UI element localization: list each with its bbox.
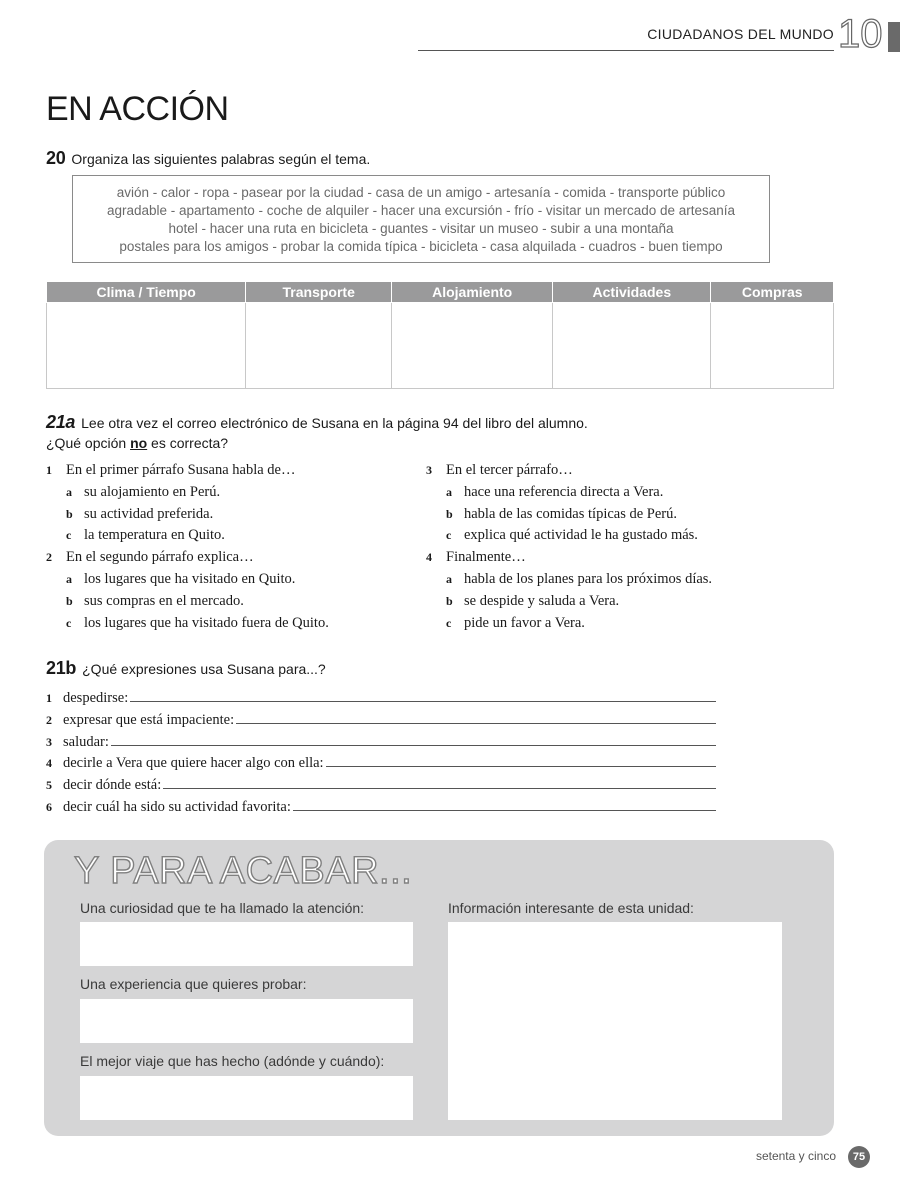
option-letter: b <box>446 506 453 521</box>
page-number-badge: 75 <box>848 1146 870 1168</box>
ex20-heading <box>46 148 370 169</box>
item-number: 5 <box>46 778 52 793</box>
word-box <box>72 175 770 263</box>
option-2a[interactable] <box>46 569 426 591</box>
ex21a-number: 21a <box>46 412 76 432</box>
interesting-info-answer-box[interactable] <box>448 922 782 1120</box>
option-letter: a <box>66 571 72 586</box>
column-header-clima: Clima / Tiempo <box>47 282 246 302</box>
column-header-transporte: Transporte <box>246 282 392 302</box>
interesting-info-label: Información interesante de esta unidad: <box>448 900 694 916</box>
instruction-text: ¿Qué opción <box>46 435 131 451</box>
option-3a[interactable] <box>426 482 806 504</box>
best-trip-label: El mejor viaje que has hecho (adónde y cuándo): <box>80 1053 385 1069</box>
option-letter: c <box>66 528 72 543</box>
option-text: habla de los planes para los próximos días. <box>464 570 713 587</box>
answer-cell-transporte[interactable] <box>246 302 392 388</box>
option-letter: c <box>446 615 452 630</box>
answer-line[interactable] <box>111 732 716 746</box>
item-prompt: decir cuál ha sido su actividad favorita: <box>63 798 291 815</box>
panel-title: Y PARA ACABAR... <box>74 850 413 892</box>
fill-item-5 <box>46 775 716 797</box>
answer-line[interactable] <box>326 753 716 767</box>
question-text: En el primer párrafo Susana habla de… <box>66 462 296 478</box>
fill-item-3 <box>46 732 716 754</box>
ex20-number: 20 <box>46 148 66 168</box>
option-4a[interactable] <box>426 569 806 591</box>
best-trip-answer-box[interactable] <box>80 1076 413 1120</box>
experience-answer-box[interactable] <box>80 999 413 1043</box>
fill-in-list <box>46 688 716 819</box>
answer-cell-clima[interactable] <box>47 302 246 388</box>
question-text: En el tercer párrafo… <box>446 462 573 478</box>
option-text: su alojamiento en Perú. <box>84 483 221 500</box>
option-3c[interactable] <box>426 525 806 547</box>
ex21b-number: 21b <box>46 658 77 678</box>
item-number: 1 <box>46 691 52 705</box>
answer-line[interactable] <box>293 797 716 811</box>
answer-cell-compras[interactable] <box>711 302 834 388</box>
item-number: 6 <box>46 799 52 814</box>
experience-label: Una experiencia que quieres probar: <box>80 976 307 992</box>
fill-item-1 <box>46 688 716 710</box>
column-header-actividades: Actividades <box>553 282 711 302</box>
question-number: 1 <box>46 463 52 477</box>
fill-item-2 <box>46 710 716 732</box>
column-header-alojamiento: Alojamiento <box>392 282 553 302</box>
option-1c[interactable] <box>46 525 426 547</box>
ex21a-instruction-line1: Lee otra vez el correo electrónico de Susana en la página 94 del libro del alumno. <box>81 415 588 431</box>
header-rule <box>418 50 834 51</box>
option-text: hace una referencia directa a Vera. <box>464 483 664 500</box>
item-number: 3 <box>46 734 52 749</box>
ex20-instruction: Organiza las siguientes palabras según el tema. <box>71 151 371 167</box>
item-prompt: despedirse: <box>63 690 129 706</box>
question-number: 4 <box>426 550 432 565</box>
option-text: explica qué actividad le ha gustado más. <box>464 527 698 544</box>
option-text: se despide y saluda a Vera. <box>464 592 620 609</box>
word-line: postales para los amigos - probar la comida típica - bicicleta - casa alquilada - cuadros - buen tiempo <box>119 239 723 254</box>
option-letter: a <box>66 484 72 499</box>
option-letter: c <box>66 615 72 630</box>
question-3 <box>426 460 806 482</box>
word-line: hotel - hacer una ruta en bicicleta - guantes - visitar un museo - subir a una montaña <box>168 221 674 236</box>
question-2 <box>46 547 426 569</box>
instruction-text: es correcta? <box>147 435 229 451</box>
column-header-compras: Compras <box>711 282 834 302</box>
option-text: su actividad preferida. <box>84 505 214 522</box>
unit-title: CIUDADANOS DEL MUNDO <box>647 26 834 42</box>
questions-column-left <box>46 460 426 634</box>
curiosity-answer-box[interactable] <box>80 922 413 966</box>
unit-bar-decoration <box>888 22 900 52</box>
reflection-panel <box>44 840 834 1136</box>
page-number-words: setenta y cinco <box>755 1149 836 1163</box>
answer-line[interactable] <box>163 775 716 789</box>
question-4 <box>426 547 806 569</box>
option-1b[interactable] <box>46 504 426 526</box>
ex21a-instruction-line2 <box>46 433 588 453</box>
option-text: la temperatura en Quito. <box>84 527 225 544</box>
option-text: pide un favor a Vera. <box>464 614 585 631</box>
instruction-emphasis: no <box>130 435 148 451</box>
answer-cell-actividades[interactable] <box>553 302 711 388</box>
curiosity-label: Una curiosidad que te ha llamado la atención: <box>80 900 365 916</box>
option-letter: a <box>446 571 452 586</box>
question-number: 3 <box>426 463 432 477</box>
question-text: Finalmente… <box>446 549 526 566</box>
option-3b[interactable] <box>426 504 806 526</box>
questions-column-right <box>426 460 806 634</box>
option-2b[interactable] <box>46 591 426 613</box>
option-2c[interactable] <box>46 613 426 635</box>
question-number: 2 <box>46 550 52 565</box>
topic-table <box>46 282 834 389</box>
option-text: habla de las comidas típicas de Perú. <box>464 505 678 522</box>
option-letter: c <box>446 528 452 543</box>
fill-item-6 <box>46 797 716 819</box>
item-number: 4 <box>46 756 52 771</box>
item-number: 2 <box>46 712 52 727</box>
ex21b-instruction: ¿Qué expresiones usa Susana para...? <box>82 661 326 677</box>
option-letter: b <box>66 506 73 521</box>
unit-number: 10 <box>838 12 883 56</box>
option-letter: a <box>446 484 452 499</box>
option-text: los lugares que ha visitado en Quito. <box>84 570 296 587</box>
option-4b[interactable] <box>426 591 806 613</box>
word-line: avión - calor - ropa - pasear por la ciudad - casa de un amigo - artesanía - comida - transporte público <box>116 185 726 200</box>
answer-line[interactable] <box>236 710 716 724</box>
option-letter: b <box>66 593 73 608</box>
item-prompt: expresar que está impaciente: <box>63 711 235 728</box>
item-prompt: decir dónde está: <box>63 777 162 794</box>
fill-item-4 <box>46 753 716 775</box>
section-title: EN ACCIÓN <box>46 90 229 128</box>
item-prompt: saludar: <box>63 733 109 750</box>
option-text: los lugares que ha visitado fuera de Quito. <box>84 614 329 631</box>
question-1 <box>46 460 426 482</box>
option-letter: b <box>446 593 453 608</box>
item-prompt: decirle a Vera que quiere hacer algo con ella: <box>63 755 324 772</box>
option-1a[interactable] <box>46 482 426 504</box>
question-text: En el segundo párrafo explica… <box>66 549 254 566</box>
answer-line[interactable] <box>130 688 716 702</box>
answer-cell-alojamiento[interactable] <box>392 302 553 388</box>
word-line: agradable - apartamento - coche de alquiler - hacer una excursión - frío - visitar un mercado de artesanía <box>106 203 736 218</box>
ex21b-heading <box>46 658 326 679</box>
ex21a-heading <box>46 412 588 453</box>
option-text: sus compras en el mercado. <box>84 592 244 609</box>
option-4c[interactable] <box>426 613 806 635</box>
